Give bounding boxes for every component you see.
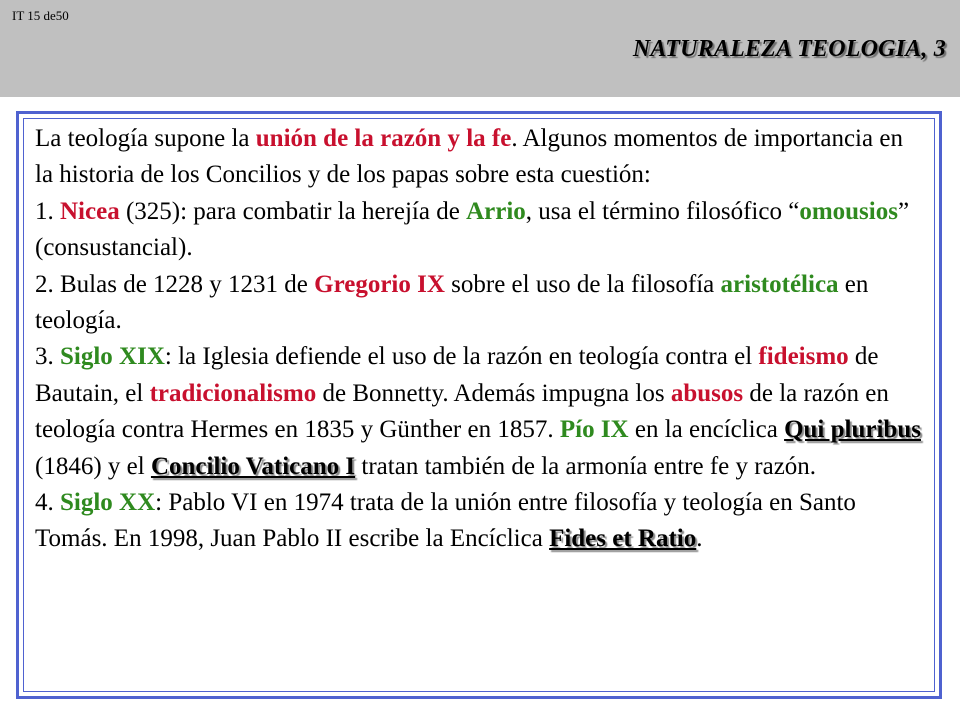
text-segment: en la encíclica [628,416,785,444]
emphasis-gregorio-ix: Gregorio IX [314,270,445,298]
text-segment: 1. [35,197,60,225]
emphasis-fides-et-ratio: Fides et Ratio [549,525,697,553]
list-item-3 [35,339,925,485]
emphasis-omousios: omousios [799,197,898,225]
emphasis-siglo-xx: Siglo XX [60,489,156,517]
text-segment: : Pablo VI en 1974 trata de la unión entre filosofía y teología en Santo Tomás. En 1998, Juan Pablo II escribe la Encíclica [35,489,856,553]
emphasis-arrio: Arrio [466,197,526,225]
list-item-2 [35,267,925,340]
text-segment: , usa el término filosófico “ [525,197,800,225]
emphasis-abusos: abusos [670,379,744,407]
emphasis-tradicionalismo: tradicionalismo [149,379,317,407]
text-segment: : la Iglesia defiende el uso de la razón en teología contra el [164,343,759,371]
text-segment: en teología. [35,270,869,335]
slide-title: NATURALEZA TEOLOGIA, 3 [632,36,946,62]
slide-body [35,121,925,558]
emphasis-qui-pluribus: Qui pluribus [784,416,921,444]
text-segment: 2. Bulas de 1228 y 1231 de [35,270,315,298]
emphasis-aristotelica: aristotélica [720,270,839,298]
text-segment: 4. [35,489,60,517]
text-segment: de la razón en teología contra Hermes en 1835 y Günther en 1857. [35,379,889,444]
text-segment: (325): para combatir la herejía de [119,197,467,225]
text-segment: . Algunos momentos de importancia en la historia de los Concilios y de los papas sobre esta cuestión: [35,125,903,189]
list-item-1 [35,194,925,267]
emphasis-nicea: Nicea [60,197,120,225]
emphasis-fideismo: fideismo [758,343,849,371]
emphasis-concilio-vaticano-i: Concilio Vaticano I [150,452,356,480]
text-segment: tratan también de la armonía entre fe y razón. [355,452,817,480]
text-segment: La teología supone la [35,125,256,152]
emphasis-siglo-xix: Siglo XIX [60,343,165,371]
emphasis-reason-faith: unión de la razón y la fe [255,125,512,152]
text-segment: (1846) y el [35,452,151,480]
text-segment: 3. [35,343,60,371]
intro-paragraph [35,121,925,194]
emphasis-pio-ix: Pío IX [559,416,629,444]
text-segment: . [696,525,703,553]
text-segment: sobre el uso de la filosofía [444,270,721,298]
list-item-4 [35,485,925,558]
slide-counter: IT 15 de50 [12,8,69,23]
text-segment: ” (consustancial). [35,197,910,262]
text-segment: de Bautain, el [35,343,879,407]
header-band [0,0,960,97]
text-segment: de Bonnetty. Además impugna los [316,379,671,407]
